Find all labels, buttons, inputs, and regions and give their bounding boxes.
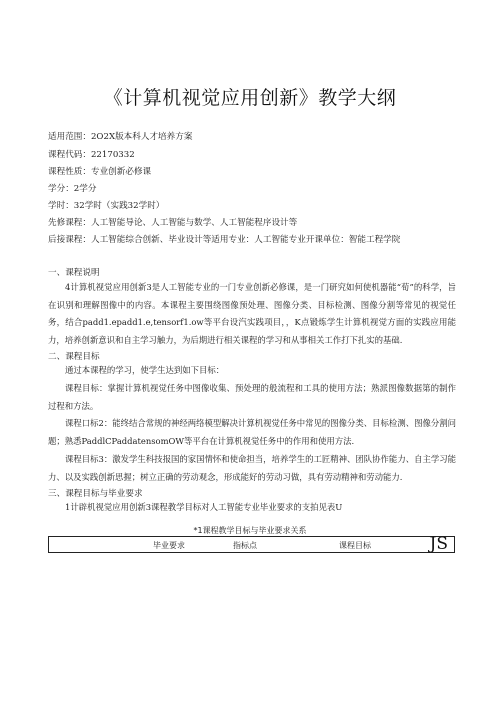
table-header-course-objective: 课程目标 <box>339 541 371 550</box>
section-heading-2: 二、课程目标 <box>48 352 100 362</box>
js-logo: JS <box>429 534 448 554</box>
meta-credits: 学分：2学分 <box>48 184 97 194</box>
table-header-graduation-requirement: 毕业要求 <box>153 541 185 550</box>
paragraph-objective-3: 课程目标3：激发学生科技报国的家国情怀和使命担当，培养学生的工匠精神、团队协作能力、自主学习能力、以及实践创新思握；树立正确的劳动观念，形成能好的劳动习做，具有劳动精神和劳动能力. <box>48 454 456 482</box>
paragraph-objectives-intro: 通过本课程的学习，使学生达到如下目标： <box>65 365 225 375</box>
paragraph-objective-2: 课程口标2：能终结合常规的神经两络模型解决计算机视觉任务中常见的图像分类、目标检测、图像分割问题；熟悉PaddlCPaddatensomOW等平台在计算机视觉任务中的作用和使用方法. <box>48 418 456 446</box>
table-caption: *1课程教学目标与毕业要求关系 <box>193 526 307 535</box>
meta-scope: 适用范围：2O2X版本科人才培养方案 <box>48 132 193 142</box>
paragraph-course-description: 4计算机视觉应用创新3是人工智能专业的一门专业创新必修课，是一门研究如何使机器能“荀”的科学，旨在识别和理解图像中的内容。本课程主要围绕图像预处理、图像分类、目标检测、图像分割等常见的视觉任务，结合padd1.epadd1.e,tensorf1.ow等平台设汽实践项目，，K点锻炼学生计算机视觉方面的实践应用能力，培养创新意识和自主学习触力，为后期进行相关课程的学习和从事相关工作打下扎实的基础. <box>48 282 456 346</box>
document-title: 《计算机视觉应用创新》教学大纲 <box>103 87 397 109</box>
meta-course-code: 课程代码：22170332 <box>48 150 135 160</box>
meta-course-nature: 课程性质：专业创新必修课 <box>48 167 152 177</box>
meta-follow-up: 后接课程：人工智能综合创新、毕业设计等适用专业：人工智能专业开课单位：智能工程学院 <box>48 235 401 245</box>
section-heading-3: 三、课程目标与毕业要求 <box>48 489 143 499</box>
paragraph-table-intro: 1计辟机视觉应用创新3课程教学目标对人工智能专业毕业要求的支拍见表U <box>65 502 343 512</box>
requirements-table <box>48 536 455 553</box>
table-header-indicator: 指标点 <box>233 541 257 550</box>
section-heading-1: 一、课程说明 <box>48 268 100 278</box>
meta-hours: 学时：32学时（实践32学时） <box>48 201 165 211</box>
meta-prerequisites: 先修课程：人工智能导论、人工智能与数学、人工智能程序设计等 <box>48 218 298 228</box>
paragraph-objective-1: 课程目标：掌握计算机视觉任务中图像收集、预处理的般流程和工具的使用方法；熟派图像数据第的制作过程和方法。 <box>48 383 456 411</box>
